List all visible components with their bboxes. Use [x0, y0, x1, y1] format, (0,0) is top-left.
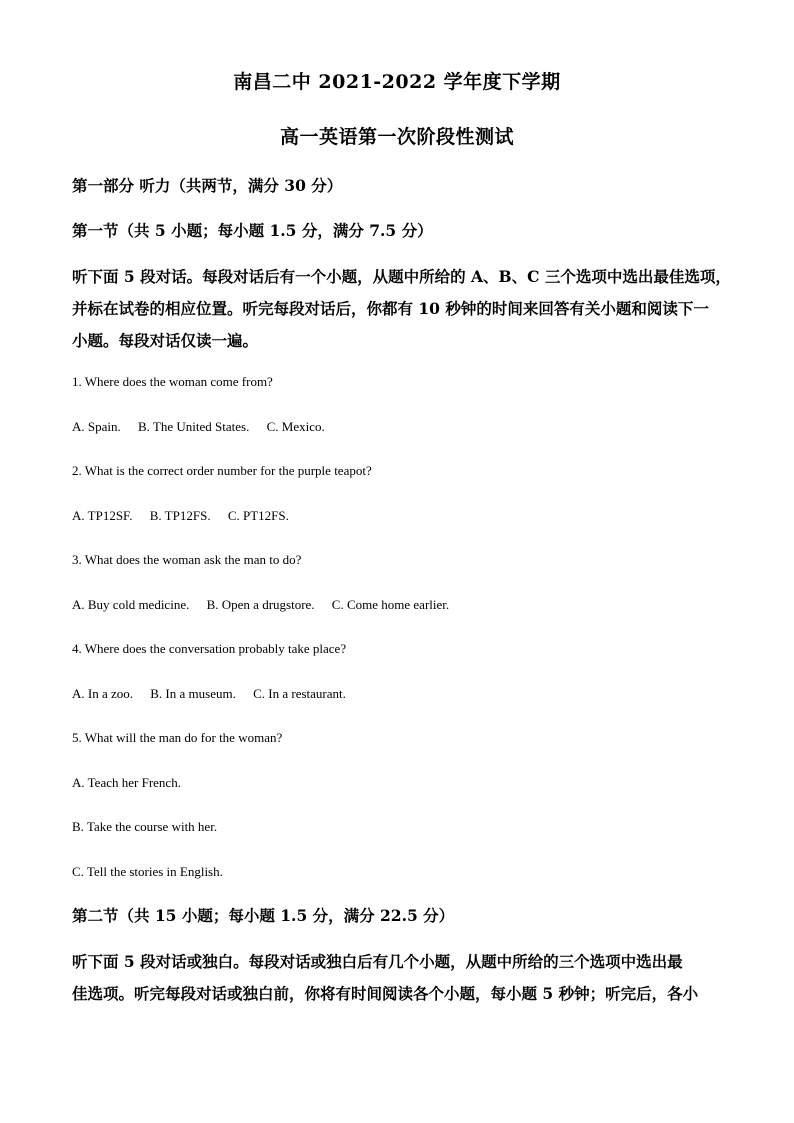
question-5-option-b: B. Take the course with her. — [72, 819, 218, 834]
option-c: C. Mexico. — [266, 419, 325, 434]
question-3-options — [72, 596, 732, 614]
option-c: C. PT12FS. — [227, 508, 289, 523]
section1-instructions — [72, 261, 732, 357]
question-1-options — [72, 418, 732, 436]
option-c: C. Come home earlier. — [331, 597, 450, 612]
exam-title: 南昌二中 2021-2022 学年度下学期 — [233, 71, 561, 93]
part1-heading: 第一部分 听力（共两节，满分 30 分） — [72, 176, 343, 195]
question-5-option-a: A. Teach her French. — [72, 775, 181, 790]
question-4-options — [72, 685, 732, 703]
instruction-line: 听下面 5 段对话。每段对话后有一个小题，从题中所给的 A、B、C 三个选项中选出最佳选项， — [72, 267, 731, 286]
question-4-text: 4. Where does the conversation probably take place? — [72, 641, 347, 656]
exam-subtitle: 高一英语第一次阶段性测试 — [279, 126, 514, 148]
option-b: B. In a museum. — [150, 686, 236, 701]
option-a: A. In a zoo. — [72, 686, 134, 701]
question-3-text: 3. What does the woman ask the man to do? — [72, 552, 302, 567]
option-a: A. Buy cold medicine. — [72, 597, 190, 612]
question-5-option-c: C. Tell the stories in English. — [72, 864, 223, 879]
instruction-line: 听下面 5 段对话或独白。每段对话或独白后有几个小题，从题中所给的三个选项中选出最 — [72, 952, 683, 971]
option-a: A. TP12SF. — [72, 508, 133, 523]
section2-heading: 第二节（共 15 小题；每小题 1.5 分，满分 22.5 分） — [72, 906, 455, 925]
section2-instructions — [72, 946, 732, 1010]
option-c: C. In a restaurant. — [253, 686, 346, 701]
question-2-options — [72, 507, 732, 525]
instruction-line: 佳选项。听完每段对话或独白前，你将有时间阅读各个小题，每小题 5 秒钟；听完后，各小 — [72, 984, 699, 1003]
question-2-text: 2. What is the correct order number for the purple teapot? — [72, 463, 372, 478]
option-b: B. Open a drugstore. — [206, 597, 315, 612]
option-b: B. The United States. — [138, 419, 250, 434]
option-a: A. Spain. — [72, 419, 121, 434]
question-5-text: 5. What will the man do for the woman? — [72, 730, 283, 745]
instruction-line: 小题。每段对话仅读一遍。 — [72, 331, 259, 350]
section1-heading: 第一节（共 5 小题；每小题 1.5 分，满分 7.5 分） — [72, 221, 433, 240]
question-1-text: 1. Where does the woman come from? — [72, 374, 273, 389]
option-b: B. TP12FS. — [149, 508, 211, 523]
instruction-line: 并标在试卷的相应位置。听完每段对话后，你都有 10 秒钟的时间来回答有关小题和阅读下一 — [72, 299, 709, 318]
